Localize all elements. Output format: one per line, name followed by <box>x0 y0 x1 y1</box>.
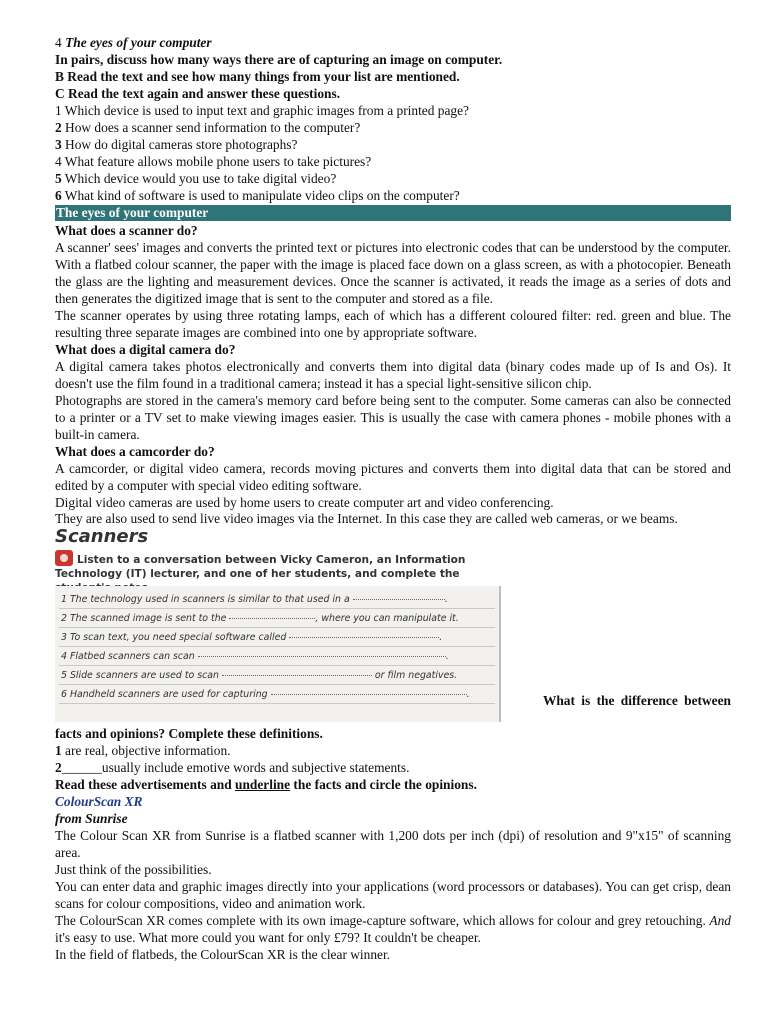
question-6: 6 What kind of software is used to manipulate video clips on the computer? <box>55 188 460 203</box>
note-divider <box>59 627 495 628</box>
scanner-paragraph-1: A scanner' sees' images and converts the printed text or pictures into electronic codes that can be understood by the computer. With a flatbed colour scanner, the paper with the image is placed face down on a glass screen, as with a photocopier. Beneath the glass are the lighting and measurement devices. Once the scanner is activated, it reads the image as a series of dots and then generates the digitized image that is sent to the computer and stored as a file. <box>55 240 731 306</box>
note-divider <box>59 646 495 647</box>
note-2: 2 The scanned image is sent to the , where you can manipulate it. <box>61 613 459 624</box>
worksheet-page <box>55 34 731 963</box>
definitions-lead: What is the difference between <box>542 693 731 708</box>
unit-heading <box>55 34 731 51</box>
advert-task: Read these advertisements and underline the facts and circle the opinions. <box>55 777 477 792</box>
task-b: B Read the text and see how many things from your list are mentioned. <box>55 69 460 84</box>
definition-1: 1 are real, objective information. <box>55 743 231 758</box>
camcorder-heading: What does a camcorder do? <box>55 444 215 459</box>
answer-blank[interactable] <box>289 637 439 638</box>
note-4: 4 Flatbed scanners can scan . <box>61 651 449 662</box>
camcorder-paragraph-2: Digital video cameras are used by home users to create computer art and video conferencing. <box>55 495 554 510</box>
note-1: 1 The technology used in scanners is similar to that used in a . <box>61 594 448 605</box>
audio-cd-icon <box>55 550 73 566</box>
answer-blank[interactable] <box>198 656 446 657</box>
scanner-heading: What does a scanner do? <box>55 223 198 238</box>
answer-blank[interactable] <box>353 599 445 600</box>
answer-blank[interactable] <box>229 618 315 619</box>
camcorder-paragraph-3: They are also used to send live video images via the Internet. In this case they are called web cameras, or we beams. <box>55 511 678 526</box>
unit-number: 4 <box>55 35 62 50</box>
task-a: In pairs, discuss how many ways there are of capturing an image on computer. <box>55 52 503 67</box>
section-banner: The eyes of your computer <box>55 205 731 221</box>
ad-paragraph-4: The ColourScan XR comes complete with its own image-capture software, which allows for colour and grey retouching. And it's easy to use. What more could you want for only £79? It couldn't be cheaper. <box>55 913 731 945</box>
note-divider <box>59 684 495 685</box>
camcorder-paragraph-1: A camcorder, or digital video camera, records moving pictures and converts them into digital data that can be stored and edited by a computer with special video editing software. <box>55 461 731 493</box>
unit-title: The eyes of your computer <box>65 35 212 50</box>
question-2: 2 How does a scanner send information to the computer? <box>55 120 361 135</box>
listening-instruction: Listen to a conversation between Vicky Cameron, an Information Technology (IT) lecturer, and one of her students, and complete the <box>55 550 495 595</box>
note-3: 3 To scan text, you need special software called . <box>61 632 443 643</box>
definitions-heading: facts and opinions? Complete these definitions. <box>55 726 323 741</box>
task-c: C Read the text again and answer these questions. <box>55 86 341 101</box>
answer-blank[interactable] <box>222 675 372 676</box>
ad-paragraph-5: In the field of flatbeds, the ColourScan XR is the clear winner. <box>55 947 391 962</box>
scanners-exercise <box>55 548 731 722</box>
note-divider <box>59 703 495 704</box>
camera-heading: What does a digital camera do? <box>55 342 236 357</box>
camera-paragraph-1: A digital camera takes photos electronically and converts them into digital data (binary codes made up of Is and Os). It doesn't use the film found in a traditional camera; instead it has a special light-sensitive silicon chip. <box>55 359 731 391</box>
question-3: 3 How do digital cameras store photographs? <box>55 137 298 152</box>
ad-paragraph-1: The Colour Scan XR from Sunrise is a flatbed scanner with 1,200 dots per inch (dpi) of resolution and 9"x15" of scanning area. <box>55 828 731 860</box>
student-notes <box>55 586 501 722</box>
ad-paragraph-3: You can enter data and graphic images directly into your applications (word processors or databases). You can get crisp, dean scans for colour compositions, video and animation work. <box>55 879 731 911</box>
ad-paragraph-2: Just think of the possibilities. <box>55 862 212 877</box>
note-divider <box>59 665 495 666</box>
camera-paragraph-2: Photographs are stored in the camera's memory card before being sent to the computer. Some cameras can also be connected to a printer or a TV set to make viewing images easier. This is usually the case with camera phones - mobile phones with a built-in camera. <box>55 393 731 442</box>
ad-maker: from Sunrise <box>55 811 128 826</box>
note-divider <box>59 608 495 609</box>
definition-blank[interactable]: ______ <box>61 760 102 775</box>
question-4: 4 What feature allows mobile phone users to take pictures? <box>55 154 372 169</box>
answer-blank[interactable] <box>271 694 467 695</box>
question-1: 1 Which device is used to input text and graphic images from a printed page? <box>55 103 469 118</box>
question-5: 5 Which device would you use to take digital video? <box>55 171 337 186</box>
scanners-title: Scanners <box>55 526 149 547</box>
scanner-paragraph-2: The scanner operates by using three rotating lamps, each of which has a different coloured filter: red. green and blue. The resulting three separate images are combined into one by appropriate software. <box>55 308 731 340</box>
note-5: 5 Slide scanners are used to scan or film negatives. <box>61 670 458 681</box>
ad-product-name: ColourScan XR <box>55 794 143 809</box>
note-6: 6 Handheld scanners are used for capturing . <box>61 689 470 700</box>
definition-2: 2______usually include emotive words and subjective statements. <box>55 760 410 775</box>
